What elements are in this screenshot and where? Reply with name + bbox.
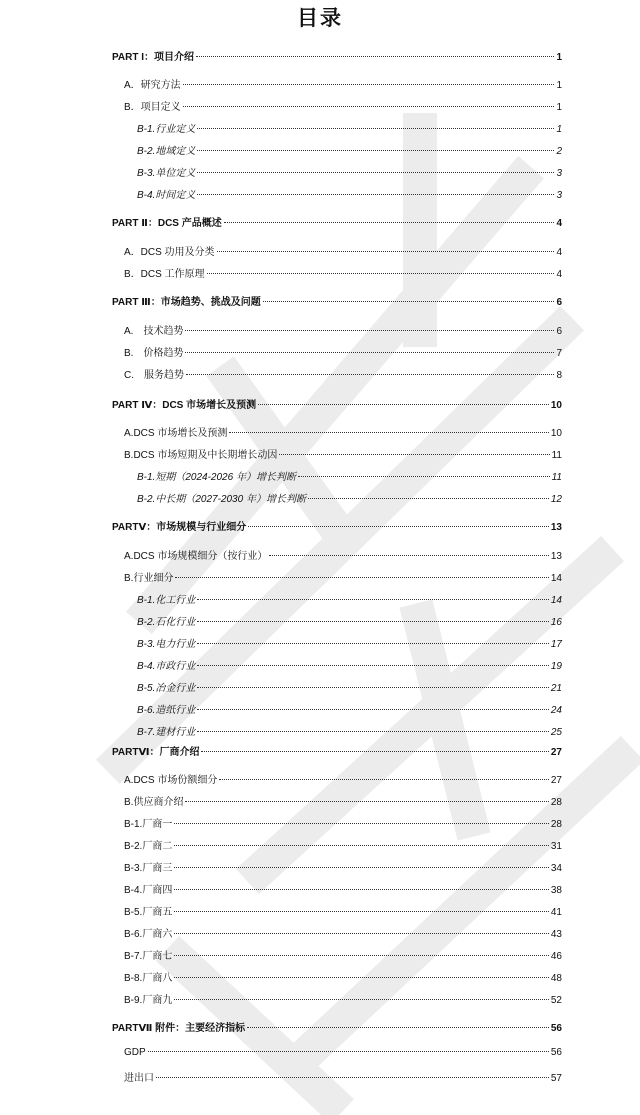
toc-entry-label: B-1.行业定义 <box>137 124 196 135</box>
toc-leader-dots <box>185 801 548 802</box>
toc-leader-dots <box>197 665 549 666</box>
toc-leader-dots <box>183 106 555 107</box>
toc-leader-dots <box>224 222 555 223</box>
toc-section-entry[interactable] <box>124 424 562 439</box>
toc-subsection-entry[interactable] <box>137 164 562 179</box>
toc-leader-dots <box>174 999 549 1000</box>
toc-leader-dots <box>308 498 549 499</box>
toc-leader-dots <box>183 84 555 85</box>
toc-entry-label: PARTⅤ：市场规模与行业细分 <box>112 522 247 533</box>
toc-leader-dots <box>197 687 549 688</box>
toc-entry-page-number: 17 <box>550 639 562 650</box>
toc-section-entry[interactable] <box>124 837 562 852</box>
toc-leader-dots <box>207 273 555 274</box>
toc-entry-page-number: 4 <box>556 247 562 258</box>
toc-entry-label: B-2.中长期（2027-2030 年）增长判断 <box>137 494 306 505</box>
toc-entry-label: B-6.造纸行业 <box>137 705 196 716</box>
toc-entry-label: B-7.建材行业 <box>137 727 196 738</box>
toc-section-entry[interactable] <box>124 547 562 562</box>
toc-part-entry[interactable] <box>112 396 562 411</box>
toc-leader-dots <box>197 709 549 710</box>
toc-entry-page-number: 38 <box>550 885 562 896</box>
toc-entry-page-number: 12 <box>550 494 562 505</box>
toc-entry-label: B-4.时间定义 <box>137 190 196 201</box>
toc-entry-page-number: 7 <box>556 348 562 359</box>
toc-entry-page-number: 21 <box>550 683 562 694</box>
toc-entry-page-number: 16 <box>550 617 562 628</box>
toc-entry-page-number: 2 <box>556 146 562 157</box>
toc-leader-dots <box>174 911 549 912</box>
toc-leader-dots <box>186 374 554 375</box>
toc-entry-label: A. 技术趋势 <box>124 326 184 337</box>
toc-entry-page-number: 46 <box>550 951 562 962</box>
toc-entry-page-number: 25 <box>550 727 562 738</box>
toc-entry-label: PARTⅦ 附件：主要经济指标 <box>112 1023 246 1034</box>
toc-entry-label: B-7.厂商七 <box>124 951 173 962</box>
toc-entry-page-number: 3 <box>556 168 562 179</box>
toc-leader-dots <box>248 526 549 527</box>
toc-entry-page-number: 6 <box>556 297 562 308</box>
toc-leader-dots <box>196 56 554 57</box>
toc-section-entry[interactable] <box>124 344 562 359</box>
toc-entry-page-number: 13 <box>550 551 562 562</box>
toc-entry-page-number: 52 <box>550 995 562 1006</box>
toc-section-entry[interactable] <box>124 1047 562 1058</box>
toc-entry-page-number: 19 <box>550 661 562 672</box>
toc-entry-label: GDP <box>124 1047 146 1058</box>
toc-entry-label: A．研究方法 <box>124 80 181 91</box>
toc-entry-page-number: 3 <box>556 190 562 201</box>
toc-leader-dots <box>174 867 549 868</box>
toc-entry-page-number: 27 <box>550 747 562 758</box>
toc-entry-label: B-3.单位定义 <box>137 168 196 179</box>
toc-entry-label: C. 服务趋势 <box>124 370 184 381</box>
toc-section-entry[interactable] <box>124 771 562 786</box>
toc-entry-label: B-5.厂商五 <box>124 907 173 918</box>
toc-section-entry[interactable] <box>124 925 562 940</box>
toc-entry-page-number: 56 <box>550 1023 562 1034</box>
toc-entry-page-number: 31 <box>550 841 562 852</box>
toc-leader-dots <box>174 955 549 956</box>
toc-entry-page-number: 28 <box>550 819 562 830</box>
toc-leader-dots <box>148 1051 549 1052</box>
toc-entry-label: B-1.短期（2024-2026 年）增长判断 <box>137 472 296 483</box>
toc-subsection-entry[interactable] <box>137 723 562 738</box>
toc-entry-page-number: 13 <box>550 522 562 533</box>
toc-leader-dots <box>258 404 549 405</box>
toc-section-entry[interactable] <box>124 98 562 113</box>
toc-section-entry[interactable] <box>124 265 562 280</box>
toc-section-entry[interactable] <box>124 366 562 381</box>
toc-subsection-entry[interactable] <box>137 468 562 483</box>
toc-leader-dots <box>269 555 549 556</box>
toc-leader-dots <box>185 352 554 353</box>
toc-section-entry[interactable] <box>124 991 562 1006</box>
toc-entry-page-number: 24 <box>550 705 562 716</box>
toc-entry-page-number: 34 <box>550 863 562 874</box>
toc-entry-page-number: 27 <box>550 775 562 786</box>
toc-entry-label: B.供应商介绍 <box>124 797 184 808</box>
toc-entry-label: A．DCS 功用及分类 <box>124 247 215 258</box>
toc-entry-label: PART I：项目介绍 <box>112 52 195 63</box>
toc-entry-page-number: 10 <box>550 400 562 411</box>
toc-leader-dots <box>219 779 549 780</box>
toc-leader-dots <box>279 454 549 455</box>
toc-entry-label: B-9.厂商九 <box>124 995 173 1006</box>
toc-entry-page-number: 4 <box>556 218 562 229</box>
toc-entry-label: B．DCS 工作原理 <box>124 269 205 280</box>
toc-entry-page-number: 1 <box>556 80 562 91</box>
toc-entry-page-number: 48 <box>550 973 562 984</box>
toc-entry-label: B. 价格趋势 <box>124 348 184 359</box>
toc-entry-label: B-1.厂商一 <box>124 819 173 830</box>
toc-part-entry[interactable] <box>112 293 562 308</box>
toc-leader-dots <box>174 845 549 846</box>
toc-subsection-entry[interactable] <box>137 120 562 135</box>
toc-entry-label: B-1.化工行业 <box>137 595 196 606</box>
toc-section-entry[interactable] <box>124 1069 562 1084</box>
toc-entry-label: B-2.地域定义 <box>137 146 196 157</box>
toc-entry-label: B．项目定义 <box>124 102 181 113</box>
toc-part-entry[interactable] <box>112 48 562 63</box>
toc-entry-page-number: 57 <box>550 1073 562 1084</box>
toc-section-entry[interactable] <box>124 76 562 91</box>
toc-entry-label: PART Ⅳ：DCS 市场增长及预测 <box>112 400 257 411</box>
toc-entry-page-number: 14 <box>550 595 562 606</box>
toc-entry-page-number: 41 <box>550 907 562 918</box>
toc-leader-dots <box>185 330 554 331</box>
toc-part-entry[interactable] <box>112 1019 562 1034</box>
toc-leader-dots <box>174 977 549 978</box>
toc-subsection-entry[interactable] <box>137 142 562 157</box>
toc-leader-dots <box>197 172 554 173</box>
toc-entry-label: B-5.冶金行业 <box>137 683 196 694</box>
toc-entry-page-number: 11 <box>551 472 562 483</box>
toc-subsection-entry[interactable] <box>137 679 562 694</box>
toc-section-entry[interactable] <box>124 569 562 584</box>
toc-leader-dots <box>197 194 554 195</box>
toc-entry-label: B-2.石化行业 <box>137 617 196 628</box>
toc-entry-label: B-3.电力行业 <box>137 639 196 650</box>
toc-entry-page-number: 1 <box>556 124 562 135</box>
toc-entry-page-number: 1 <box>556 52 562 63</box>
toc-part-entry[interactable] <box>112 743 562 758</box>
toc-leader-dots <box>217 251 555 252</box>
toc-entry-label: B-8.厂商八 <box>124 973 173 984</box>
toc-entry-label: B-3.厂商三 <box>124 863 173 874</box>
toc-subsection-entry[interactable] <box>137 591 562 606</box>
toc-entry-page-number: 56 <box>550 1047 562 1058</box>
toc-leader-dots <box>197 128 554 129</box>
toc-leader-dots <box>197 599 549 600</box>
toc-leader-dots <box>197 643 549 644</box>
toc-section-entry[interactable] <box>124 881 562 896</box>
toc-entry-label: 进出口 <box>124 1073 154 1084</box>
toc-leader-dots <box>197 731 549 732</box>
toc-subsection-entry[interactable] <box>137 701 562 716</box>
toc-leader-dots <box>197 621 549 622</box>
toc-entry-page-number: 4 <box>556 269 562 280</box>
toc-section-entry[interactable] <box>124 793 562 808</box>
toc-part-entry[interactable] <box>112 518 562 533</box>
toc-leader-dots <box>201 751 548 752</box>
toc-entry-page-number: 8 <box>556 370 562 381</box>
toc-entry-label: PART Ⅲ：市场趋势、挑战及问题 <box>112 297 261 308</box>
toc-leader-dots <box>263 301 555 302</box>
toc-entry-label: A.DCS 市场份额细分 <box>124 775 218 786</box>
toc-entry-label: B-6.厂商六 <box>124 929 173 940</box>
toc-entry-label: B.行业细分 <box>124 573 174 584</box>
toc-entry-label: A.DCS 市场规模细分（按行业） <box>124 551 268 562</box>
toc-part-entry[interactable] <box>112 214 562 229</box>
toc-section-entry[interactable] <box>124 446 562 461</box>
toc-leader-dots <box>247 1027 549 1028</box>
toc-subsection-entry[interactable] <box>137 490 562 505</box>
toc-subsection-entry[interactable] <box>137 613 562 628</box>
toc-entry-page-number: 14 <box>550 573 562 584</box>
toc-leader-dots <box>197 150 554 151</box>
toc-leader-dots <box>156 1077 549 1078</box>
toc-subsection-entry[interactable] <box>137 657 562 672</box>
toc-entry-label: PARTⅥ：厂商介绍 <box>112 747 200 758</box>
toc-section-entry[interactable] <box>124 243 562 258</box>
page-title: 目录 <box>297 7 343 30</box>
toc-leader-dots <box>298 476 550 477</box>
toc-entry-label: PART Ⅱ：DCS 产品概述 <box>112 218 222 229</box>
toc-section-entry[interactable] <box>124 903 562 918</box>
toc-section-entry[interactable] <box>124 322 562 337</box>
toc-entry-label: B-4.市政行业 <box>137 661 196 672</box>
toc-leader-dots <box>174 889 549 890</box>
toc-subsection-entry[interactable] <box>137 635 562 650</box>
toc-entry-label: B.DCS 市场短期及中长期增长动因 <box>124 450 278 461</box>
toc-entry-page-number: 6 <box>556 326 562 337</box>
toc-entry-label: B-2.厂商二 <box>124 841 173 852</box>
toc-section-entry[interactable] <box>124 815 562 830</box>
toc-subsection-entry[interactable] <box>137 186 562 201</box>
toc-entry-page-number: 43 <box>550 929 562 940</box>
toc-entry-page-number: 28 <box>550 797 562 808</box>
toc-section-entry[interactable] <box>124 947 562 962</box>
toc-entry-label: B-4.厂商四 <box>124 885 173 896</box>
toc-leader-dots <box>174 933 549 934</box>
toc-leader-dots <box>229 432 549 433</box>
toc-entry-page-number: 1 <box>556 102 562 113</box>
toc-leader-dots <box>175 577 548 578</box>
toc-section-entry[interactable] <box>124 969 562 984</box>
toc-section-entry[interactable] <box>124 859 562 874</box>
toc-entry-page-number: 11 <box>551 450 562 461</box>
toc-entry-page-number: 10 <box>550 428 562 439</box>
toc-entry-label: A.DCS 市场增长及预测 <box>124 428 228 439</box>
toc-leader-dots <box>174 823 549 824</box>
